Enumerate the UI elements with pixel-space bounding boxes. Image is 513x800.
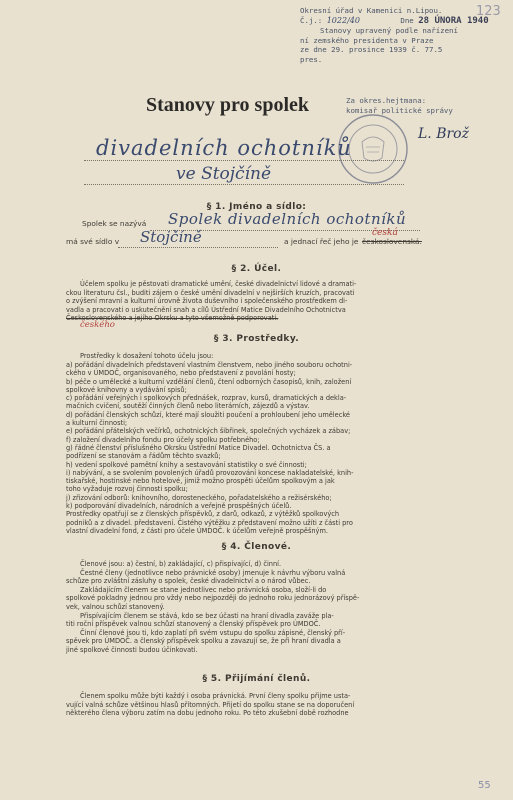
s3-intro: Prostředky k dosažení tohoto účelu jsou: — [80, 352, 214, 360]
stamp-ref-line — [300, 16, 489, 27]
handwritten-name-line1: divadelních ochotníků — [96, 136, 352, 160]
s4-line: Přispívajícím členem se stává, kdo se bez účasti na hraní divadla zaváže pla- — [80, 611, 334, 620]
s3-item-line: j) zřizování odborů: knihovního, dorosteneckého, pořadatelského a režisérského; — [66, 493, 332, 502]
s3-item-line: b) péče o umělecké a kulturní vzdělání členů, čtení odborných časopisů, knih, založení — [66, 377, 352, 386]
s2-line: Účelem spolku je pěstovati dramatické umění, české divadelnictví lidové a dramati- — [80, 280, 357, 288]
stamp-line-6: pres. — [300, 54, 323, 64]
document-title: Stanovy pro spolek — [146, 94, 310, 116]
s3-item-line: tiskařské, hostinské nebo hotelové, jimiž možno prospěti účelům spolkovým a jak — [66, 477, 335, 486]
s3-item-line: g) řádné členství příslušného Okrsku Ústřední Matice Divadel. Ochotnictva ČS. a — [66, 443, 331, 452]
official-signature: L. Brož — [418, 126, 469, 142]
s5-line: některého člena výboru zatím na dobu jednoho roku. Po této zkušební době rozhodne — [66, 709, 349, 718]
s1-language-struck: československá. — [362, 237, 422, 246]
section-3-heading: § 3. Prostředky. — [213, 334, 300, 344]
s3-item-line: f) založení divadelního fondu pro účely spolku potřebného; — [66, 435, 260, 444]
stamp-ref-prefix: Č.j.: — [300, 15, 323, 25]
s4-line: Činní členové jsou ti, kdo zaplatí při svém vstupu do spolku zápisné, členský pří- — [80, 628, 346, 637]
stamp-line-4: ní zemského presidenta v Praze — [300, 35, 434, 45]
s2-line: Československého a jejího Okrsku a tyto všemožně podporovati. — [66, 314, 279, 323]
s3-item-line: k) podporování divadelních, národních a veřejně prospěšných účelů. — [66, 502, 292, 511]
s1-language-handwritten: česká — [372, 228, 398, 238]
s3-item-line: podniků a z divadel. představení. Čistého výtěžku z představení možno užíti z části pro — [66, 518, 353, 527]
section-4-heading: § 4. Členové. — [221, 542, 292, 552]
s5-line: vující valná schůze většinou hlasů přítomných. Přijetí do spolku stane se na doporučení — [66, 700, 355, 709]
s1-seat-label: má své sídlo v — [66, 237, 120, 246]
section-4-body — [66, 560, 359, 655]
s4-line: spěvek pro ÚMDOČ. a členský příspěvek spolku a zavazují se, že při hraní divadla a — [66, 637, 341, 646]
s4-line: Čestné členy (jednotlivce nebo právnické osoby) jmenuje k návrhu výboru valná — [80, 568, 346, 577]
s3-item-line: e) pořádání přátelských večírků, ochotnických šibřinek, společných vycházek a zábav; — [66, 427, 351, 436]
s5-line: Členem spolku může býti každý i osoba právnická. První členy spolku přijme usta- — [80, 692, 351, 700]
s2-line: o zvýšení mravní a kulturní úrovně života duševního i společenského prostředkem di- — [66, 297, 348, 306]
approval-stamp-line1: Za okres.hejtmana: — [346, 96, 427, 105]
s3-item-line: mačních cvičení, soutěží činných členů nebo literárních, zájezdů a výstav. — [66, 402, 310, 411]
stamp-line-3: Stanovy upravený podle nařízení — [320, 26, 458, 36]
section-2-body — [66, 280, 356, 323]
approval-stamp-line2: komisař politické správy — [346, 105, 453, 115]
s3-item-line: i) nabývání, a se svolením povolených úřadů provozování koncese nakladatelské, knih- — [66, 468, 354, 477]
s1-name-label: Spolek se nazývá — [82, 219, 147, 228]
section-5-body — [66, 692, 354, 718]
section-1-heading: § 1. Jméno a sídlo: — [206, 202, 307, 212]
stamp-ref-number: 1022/40 — [326, 15, 360, 25]
s3-item-line: podřízení se stanovám a řádům těchto svazků; — [66, 452, 221, 461]
s2-line: ckou literaturu čsl., buditi zájem o české umění divadelní v nejširších kruzích, pracovati — [66, 288, 355, 297]
s3-item-line: d) pořádání členských schůzí, které mají sloužiti poučení a prohloubení jeho umělecké — [66, 410, 350, 419]
s3-item-line: a kulturní činnosti; — [66, 419, 128, 428]
s1-name-value: Spolek divadelních ochotníků — [168, 210, 407, 228]
s1-seat-value: Stojčíně — [140, 228, 202, 246]
s3-item-line: spolkové knihovny a vydávání spisů; — [66, 385, 187, 394]
page-mark: 55 — [478, 780, 491, 791]
s3-item-line: vlastní divadelní fond, z části pro účele ÚMDOČ. k účelům veřejně prospěšným. — [66, 526, 328, 535]
s3-item-line: a) pořádání divadelních představení vlastním členstvem, nebo jiného souboru ochotni- — [66, 361, 353, 369]
registration-stamp — [300, 6, 489, 65]
s3-item-line: h) vedení spolkové pamětní knihy a sestavování statistiky o své činnosti; — [66, 460, 307, 469]
s4-line: Členové jsou: a) čestní, b) zakládající, c) přispívající, d) činní. — [80, 560, 282, 568]
s3-item-line: toho vyžaduje rozvoj činnosti spolku; — [66, 485, 188, 494]
s2-handwritten-correction: českého — [80, 320, 115, 330]
s2-line: vadla a pracovati o uskutečnění snah a cílů Ústřední Matice Divadelního Ochotnictva — [66, 305, 346, 314]
s3-item-line: c) pořádání veřejných i spolkových přednášek, rozprav, kursů, dramatických a dekla- — [66, 394, 347, 403]
s4-line: jiné spolkové činnosti budou účinkovati. — [66, 645, 198, 654]
section-2-heading: § 2. Účel. — [231, 264, 282, 274]
section-3-items — [66, 361, 353, 535]
s1-language-label: a jednací řeč jeho je — [284, 237, 359, 246]
stamp-date-label: Dne — [400, 15, 414, 25]
s4-line: titi roční příspěvek valnou schůzí stanovený a členský příspěvek pro ÚMDOČ. — [66, 620, 321, 629]
s4-line: vek, valnou schůzí stanovený. — [66, 602, 165, 611]
s3-item-line: ckého v ÚMDOČ, organisovaného, nebo představení z povolání hosty; — [66, 369, 296, 378]
s4-line: spolkové pokladny jednou pro vždy nebo nejpozději do jednoho roku jednorázový příspě- — [66, 594, 360, 603]
handwritten-name-line2: ve Stojčíně — [176, 164, 272, 184]
stamp-date-value: 28 ÚNORA 1940 — [418, 15, 489, 26]
stamp-office-line: Okresní úřad v Kamenici n.Lipou. — [300, 6, 443, 15]
s3-item-line: Prostředky opatřují se z členských příspěvků, z darů, odkazů, z výtěžků spolkových — [66, 510, 340, 519]
stamp-line-5: ze dne 29. prosince 1939 č. 77.5 — [300, 45, 443, 55]
s4-line: schůze pro zvláštní zásluhy o spolek, české divadelnictví a o národ vůbec. — [66, 577, 311, 586]
corner-folio-number: 123 — [476, 4, 501, 19]
s4-line: Zakládajícím členem se stane jednotlivec nebo právnická osoba, složí-li do — [80, 585, 327, 594]
section-5-heading: § 5. Přijímání členů. — [202, 674, 311, 684]
